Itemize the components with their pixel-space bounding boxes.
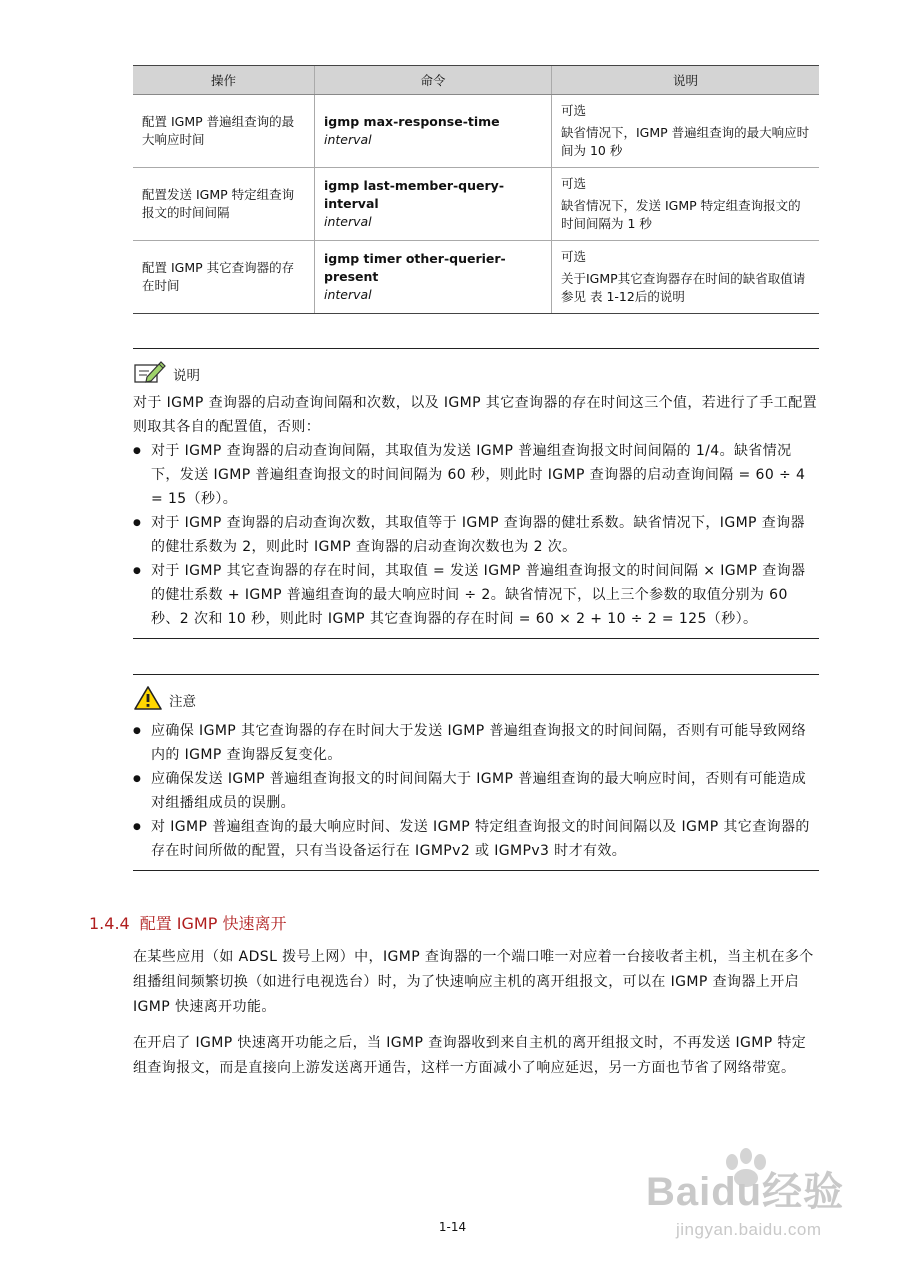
page-number: 1-14 bbox=[438, 1220, 467, 1234]
cell-operation: 配置 IGMP 普遍组查询的最大响应时间 bbox=[133, 95, 315, 168]
command-keyword: igmp last-member-query-interval bbox=[324, 178, 505, 211]
table-row bbox=[133, 241, 819, 314]
cell-operation: 配置 IGMP 其它查询器的存在时间 bbox=[133, 241, 315, 314]
caution-list bbox=[133, 719, 819, 863]
watermark-logo: Baidu经验 bbox=[646, 1170, 845, 1214]
paragraph: 在开启了 IGMP 快速离开功能之后，当 IGMP 查询器收到来自主机的离开组报文时，不再发送 IGMP 特定组查询报文，而是直接向上游发送离开通告，这样一方面减小了响应延迟，另一方面也节省了网络带宽。 bbox=[133, 1035, 807, 1076]
list-item: ● 应确保 IGMP 其它查询器的存在时间大于发送 IGMP 普遍组查询报文的时间间隔，否则有可能导致网络内的 IGMP 查询器反复变化。 bbox=[133, 719, 819, 767]
description-text: 缺省情况下，发送 IGMP 特定组查询报文的时间间隔为 1 秒 bbox=[561, 198, 801, 231]
section-number: 1.4.4 bbox=[89, 914, 130, 933]
optional-tag: 可选 bbox=[561, 103, 587, 118]
cell-command bbox=[315, 241, 552, 314]
list-item: ● 对于 IGMP 查询器的启动查询间隔，其取值为发送 IGMP 普遍组查询报文时间间隔的 1/4。缺省情况下，发送 IGMP 普遍组查询报文的时间间隔为 60 秒，则此时 IGMP 查询器的启动查询间隔 = 60 ÷ 4 = 15（秒）。 bbox=[133, 439, 819, 511]
header-description: 说明 bbox=[552, 66, 820, 95]
watermark-url: jingyan.baidu.com bbox=[676, 1220, 822, 1239]
note-header bbox=[133, 359, 819, 389]
list-item: ● 对于 IGMP 查询器的启动查询次数，其取值等于 IGMP 查询器的健壮系数。缺省情况下，IGMP 查询器的健壮系数为 2，则此时 IGMP 查询器的启动查询次数也为 2 次。 bbox=[133, 511, 819, 559]
note-title: 说明 bbox=[173, 368, 200, 384]
section-title: 配置 IGMP 快速离开 bbox=[139, 914, 287, 933]
caution-title: 注意 bbox=[169, 694, 196, 710]
command-param: interval bbox=[324, 287, 372, 302]
cell-description bbox=[552, 241, 820, 314]
caution-box bbox=[133, 674, 819, 871]
optional-tag: 可选 bbox=[561, 249, 587, 264]
cell-description bbox=[552, 95, 820, 168]
note-pencil-icon bbox=[133, 359, 167, 389]
cell-command bbox=[315, 95, 552, 168]
cell-command bbox=[315, 168, 552, 241]
command-keyword: igmp timer other-querier-present bbox=[324, 251, 506, 284]
note-intro: 对于 IGMP 查询器的启动查询间隔和次数，以及 IGMP 其它查询器的存在时间这三个值，若进行了手工配置则取其各自的配置值，否则： bbox=[133, 395, 817, 435]
header-command: 命令 bbox=[315, 66, 552, 95]
cell-operation: 配置发送 IGMP 特定组查询报文的时间间隔 bbox=[133, 168, 315, 241]
command-param: interval bbox=[324, 132, 372, 147]
optional-tag: 可选 bbox=[561, 176, 587, 191]
table-row bbox=[133, 95, 819, 168]
note-box bbox=[133, 348, 819, 639]
caution-header bbox=[133, 685, 819, 715]
command-table bbox=[133, 65, 819, 314]
baidu-watermark bbox=[640, 1148, 870, 1268]
list-item: ● 对于 IGMP 其它查询器的存在时间，其取值 = 发送 IGMP 普遍组查询报文的时间间隔 × IGMP 查询器的健壮系数 + IGMP 普遍组查询的最大响应时间 ÷ 2。缺省情况下，以上三个参数的取值分别为 60 秒、2 次和 10 秒，则此时 IGMP 其它查询器的存在时间 = 60 × 2 + 10 ÷ 2 = 125（秒）。 bbox=[133, 559, 819, 631]
table-header-row bbox=[133, 66, 819, 95]
header-operation: 操作 bbox=[133, 66, 315, 95]
description-text: 缺省情况下，IGMP 普遍组查询的最大响应时间为 10 秒 bbox=[561, 125, 810, 158]
section-heading bbox=[89, 911, 286, 934]
list-item: ● 应确保发送 IGMP 普遍组查询报文的时间间隔大于 IGMP 普遍组查询的最大响应时间，否则有可能造成对组播组成员的误删。 bbox=[133, 767, 819, 815]
warning-triangle-icon bbox=[133, 685, 163, 715]
note-list bbox=[133, 439, 819, 631]
table-row bbox=[133, 168, 819, 241]
list-item: ● 对 IGMP 普遍组查询的最大响应时间、发送 IGMP 特定组查询报文的时间间隔以及 IGMP 其它查询器的存在时间所做的配置，只有当设备运行在 IGMPv2 或 IGMPv3 时才有效。 bbox=[133, 815, 819, 863]
command-param: interval bbox=[324, 214, 372, 229]
command-keyword: igmp max-response-time bbox=[324, 114, 500, 129]
description-text: 关于IGMP其它查询器存在时间的缺省取值请参见 表 1-12后的说明 bbox=[561, 271, 806, 304]
paragraph: 在某些应用（如 ADSL 拨号上网）中，IGMP 查询器的一个端口唯一对应着一台接收者主机，当主机在多个组播组间频繁切换（如进行电视选台）时，为了快速响应主机的离开组报文，可以在 IGMP 查询器上开启 IGMP 快速离开功能。 bbox=[133, 949, 814, 1015]
cell-description bbox=[552, 168, 820, 241]
